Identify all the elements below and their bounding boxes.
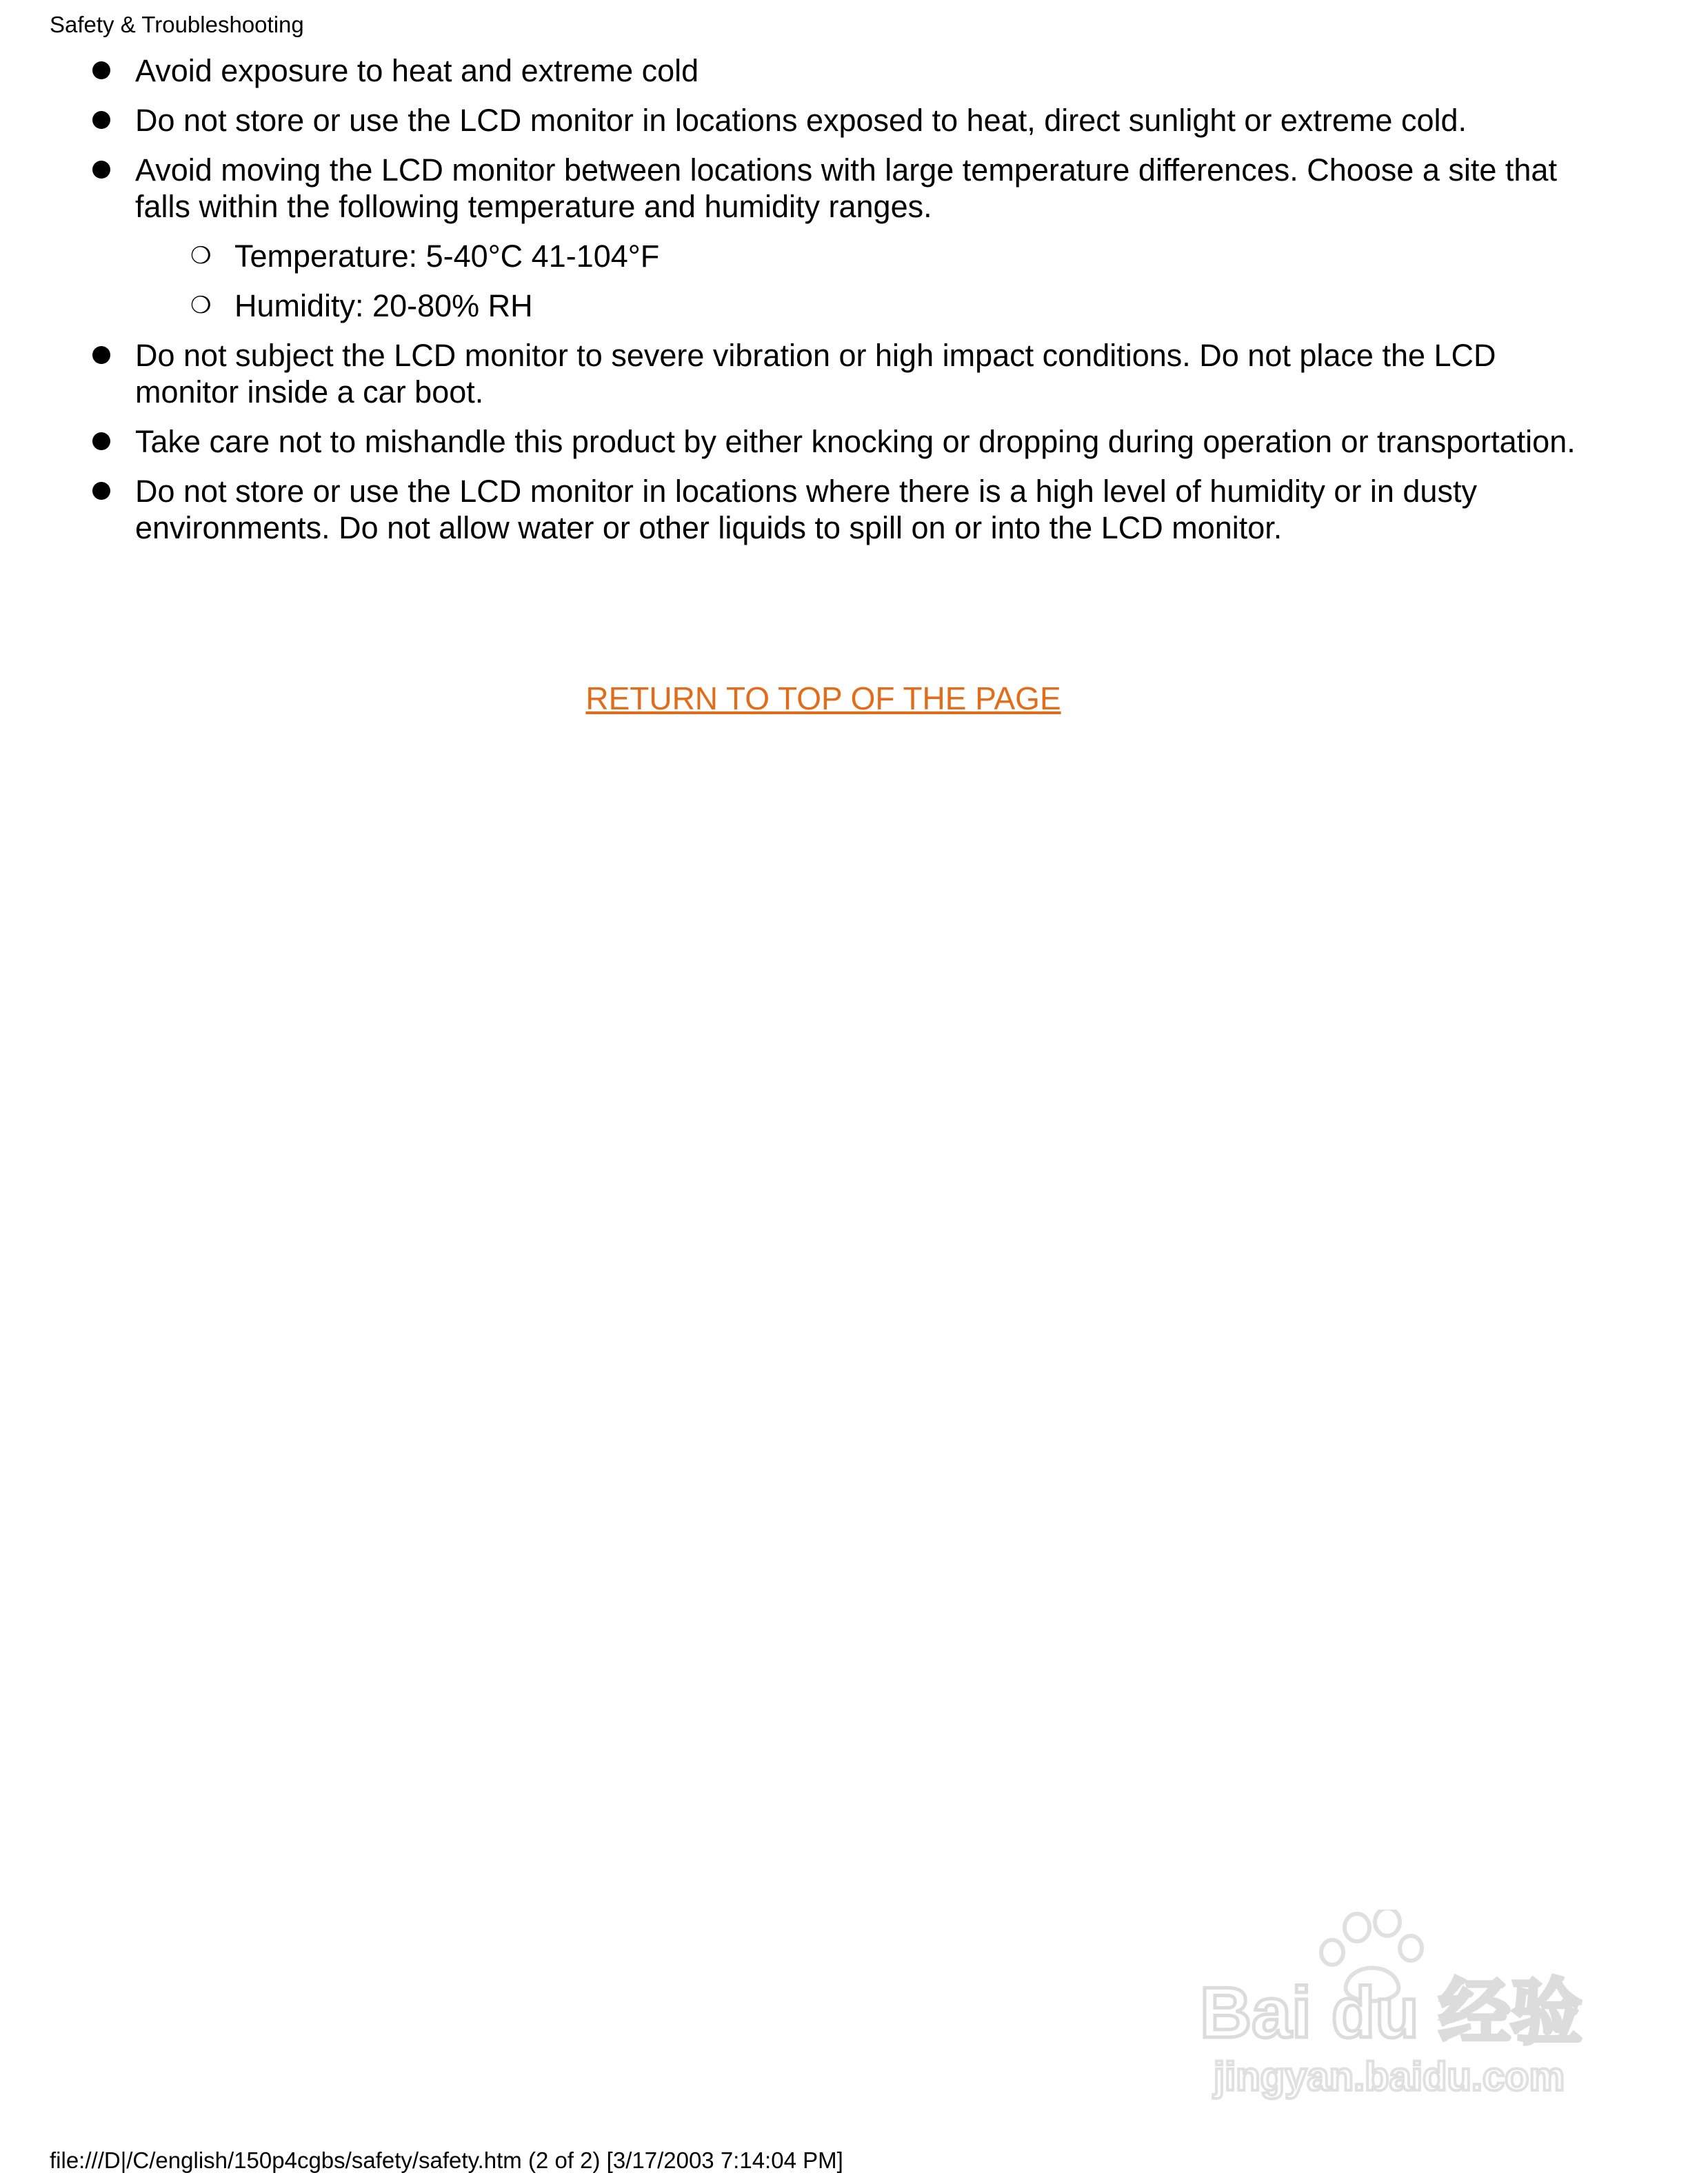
list-item xyxy=(91,423,1594,460)
return-to-top-container xyxy=(0,679,1647,718)
baidu-watermark-logo xyxy=(1186,1910,1586,2116)
list-item xyxy=(91,473,1594,546)
bullet-icon xyxy=(92,346,110,364)
open-circle-icon: ❍ xyxy=(190,292,212,318)
sub-list-item-text: Humidity: 20-80% RH xyxy=(234,288,533,323)
open-circle-icon: ❍ xyxy=(190,243,212,269)
page-footer-path: file:///D|/C/english/150p4cgbs/safety/safety.htm (2 of 2) [3/17/2003 7:14:04 PM] xyxy=(50,2147,843,2173)
list-item xyxy=(91,337,1594,410)
bullet-icon xyxy=(92,111,110,129)
return-to-top-link[interactable]: RETURN TO TOP OF THE PAGE xyxy=(585,680,1061,716)
bullet-icon xyxy=(92,161,110,179)
list-item-text: Avoid exposure to heat and extreme cold xyxy=(135,53,699,88)
list-item xyxy=(91,152,1594,324)
sub-list-item-text: Temperature: 5-40°C 41-104°F xyxy=(234,239,660,274)
watermark-brand-text: Bai du 经验 xyxy=(1200,1973,1582,2053)
list-item xyxy=(91,102,1594,139)
list-item-text: Avoid moving the LCD monitor between locations with large temperature differences. Choose a site that falls within the following temperature and humidity ranges. xyxy=(135,152,1557,224)
bullet-icon xyxy=(92,61,110,79)
page-header-title: Safety & Troubleshooting xyxy=(50,12,304,37)
list-item-text: Do not store or use the LCD monitor in locations where there is a high level of humidity or in dusty environments. Do not allow water or other liquids to spill on or into the LCD monitor. xyxy=(135,474,1477,545)
sub-list-item xyxy=(190,287,1594,324)
bullet-icon xyxy=(92,432,110,450)
list-item-text: Do not subject the LCD monitor to severe vibration or high impact conditions. Do not place the LCD monitor inside a car boot. xyxy=(135,338,1496,410)
bullet-icon xyxy=(92,482,110,500)
watermark-url-text: jingyan.baidu.com xyxy=(1214,2054,1565,2099)
list-item-text: Take care not to mishandle this product by either knocking or dropping during operation or transportation. xyxy=(135,424,1576,459)
range-sub-list xyxy=(190,238,1594,324)
sub-list-item xyxy=(190,238,1594,274)
list-item xyxy=(91,52,1594,89)
list-item-text: Do not store or use the LCD monitor in locations exposed to heat, direct sunlight or extreme cold. xyxy=(135,103,1467,138)
safety-bullet-list xyxy=(91,52,1594,559)
